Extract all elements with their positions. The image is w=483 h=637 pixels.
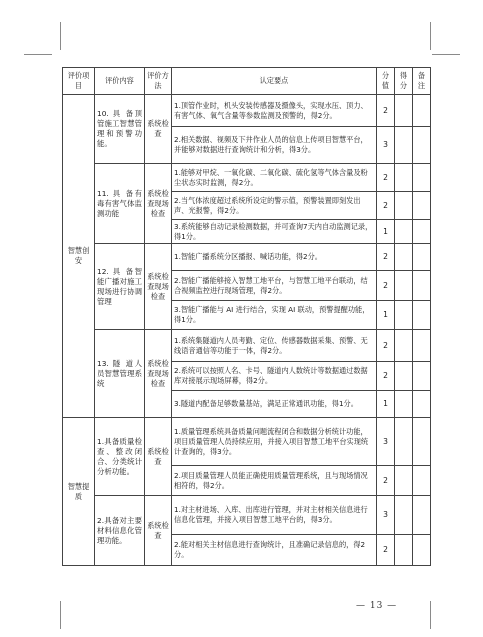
score-cell: 3: [377, 496, 395, 535]
table-row: [63, 418, 431, 466]
group-item-label: 智慧提质: [63, 418, 95, 566]
method-cell: 系统检查: [145, 95, 172, 164]
crop-mark: [60, 601, 61, 629]
got-cell: [395, 164, 413, 192]
group-item-label: 智慧创安: [63, 95, 95, 418]
note-cell: [413, 362, 431, 391]
standard-cell: 1.能够对甲烷、一氧化碳、二氧化碳、硫化氢等气体含量及粉尘状态实时监测，得2分。: [172, 164, 377, 192]
standard-cell: 1.系统集隧道内人员考勤、定位、传感器数据采集、预警、无线语音通信等功能于一体，得2分。: [172, 330, 377, 362]
got-cell: [395, 496, 413, 535]
table-row: [63, 244, 431, 271]
note-cell: [413, 192, 431, 220]
note-cell: [413, 271, 431, 301]
score-cell: 1: [377, 301, 395, 330]
standard-cell: 2.当气体浓度超过系统所设定的警示值，预警装置即刻发出声、光报警，得2分。: [172, 192, 377, 220]
score-cell: 3: [377, 418, 395, 466]
standard-cell: 2.智能广播能够接入智慧工地平台，与智慧工地平台联动，结合视频监控进行现场管理，得2分。: [172, 271, 377, 301]
header-standard: 认定要点: [172, 68, 377, 95]
crop-mark: [24, 54, 52, 55]
note-cell: [413, 496, 431, 535]
header-row: [63, 68, 431, 95]
note-cell: [413, 127, 431, 164]
score-cell: 3: [377, 127, 395, 164]
note-cell: [413, 164, 431, 192]
got-cell: [395, 391, 413, 418]
method-cell: 系统检查现场检查: [145, 330, 172, 418]
standard-cell: 1.顶管作业时，机头安装传感器及摄像头，实现水压、顶力、有害气体、氧气含量等参数监测及预警的，得2分。: [172, 95, 377, 127]
table-row: [63, 496, 431, 535]
header-score: 分值: [377, 68, 395, 95]
score-cell: 2: [377, 244, 395, 271]
header-item: 评价项目: [63, 68, 95, 95]
crop-mark: [432, 54, 460, 55]
score-cell: 1: [377, 220, 395, 244]
method-cell: 系统检查: [145, 418, 172, 496]
score-cell: 2: [377, 535, 395, 566]
got-cell: [395, 127, 413, 164]
note-cell: [413, 418, 431, 466]
got-cell: [395, 271, 413, 301]
table-row: [63, 95, 431, 127]
evaluation-table: [62, 67, 431, 566]
standard-cell: 2.系统可以按照人名、卡号、隧道内人数统计等数据通过数据库对接展示现场屏幕，得2分。: [172, 362, 377, 391]
standard-cell: 1.质量管理系统具备质量问题流程闭合和数据分析统计功能，项目质量管理人员持续应用，并接入项目智慧工地平台实现统计查询的，得3分。: [172, 418, 377, 466]
got-cell: [395, 301, 413, 330]
got-cell: [395, 330, 413, 362]
table-row: [63, 330, 431, 362]
table-row: [63, 164, 431, 192]
content-cell: 13. 隧 道人员智慧管理系统: [95, 330, 145, 418]
score-cell: 1: [377, 391, 395, 418]
note-cell: [413, 95, 431, 127]
content-cell: 11. 具 备有毒有害气体监测功能: [95, 164, 145, 244]
standard-cell: 3.系统能够自动记录检测数据，并可查询7天内自动监测记录，得1分。: [172, 220, 377, 244]
standard-cell: 3.隧道内配备足够数量基站，满足正常通讯功能，得1分。: [172, 391, 377, 418]
standard-cell: 3.智能广播能与 AI 进行结合，实现 AI 联动，预警提醒功能，得1分。: [172, 301, 377, 330]
got-cell: [395, 535, 413, 566]
method-cell: 系统检查: [145, 496, 172, 566]
note-cell: [413, 330, 431, 362]
content-cell: 10. 具 备顶管施工智慧管理和预警功能。: [95, 95, 145, 164]
content-cell: 1.具备质量检查、整改闭合、分类统计分析功能。: [95, 418, 145, 496]
header-content: 评价内容: [95, 68, 145, 95]
page-number: — 13 —: [356, 601, 398, 611]
got-cell: [395, 244, 413, 271]
got-cell: [395, 192, 413, 220]
score-cell: 2: [377, 330, 395, 362]
score-cell: 2: [377, 271, 395, 301]
score-cell: 2: [377, 192, 395, 220]
got-cell: [395, 220, 413, 244]
note-cell: [413, 391, 431, 418]
note-cell: [413, 244, 431, 271]
score-cell: 2: [377, 164, 395, 192]
note-cell: [413, 466, 431, 496]
crop-mark: [430, 601, 431, 629]
got-cell: [395, 362, 413, 391]
note-cell: [413, 301, 431, 330]
score-cell: 2: [377, 466, 395, 496]
note-cell: [413, 220, 431, 244]
method-cell: 系统检查现场检查: [145, 244, 172, 330]
standard-cell: 2.项目质量管理人员能正确使用质量管理系统，且与现场情况相符的，得2分。: [172, 466, 377, 496]
header-method: 评价方法: [145, 68, 172, 95]
content-cell: 12. 具 备智能广播对施工现场进行协调管理: [95, 244, 145, 330]
got-cell: [395, 95, 413, 127]
standard-cell: 2.能对相关主材信息进行查询统计，且准确记录信息的，得2分。: [172, 535, 377, 566]
crop-mark: [430, 22, 431, 50]
content-cell: 2.具备对主要材料信息化管理功能。: [95, 496, 145, 566]
note-cell: [413, 535, 431, 566]
header-got: 得分: [395, 68, 413, 95]
standard-cell: 1.智能广播系统分区播报、喊话功能，得2分。: [172, 244, 377, 271]
got-cell: [395, 466, 413, 496]
standard-cell: 1.对主材进场、入库、出库进行管理，并对主材相关信息进行信息化管理，并接入项目智慧工地平台的，得3分。: [172, 496, 377, 535]
score-cell: 2: [377, 362, 395, 391]
crop-mark: [60, 22, 61, 50]
method-cell: 系统检查现场检查: [145, 164, 172, 244]
standard-cell: 2.相关数据、视频及下井作业人员的信息上传项目智慧平台，并能够对数据进行查询统计和分析，得3分。: [172, 127, 377, 164]
header-note: 备注: [413, 68, 431, 95]
score-cell: 2: [377, 95, 395, 127]
got-cell: [395, 418, 413, 466]
